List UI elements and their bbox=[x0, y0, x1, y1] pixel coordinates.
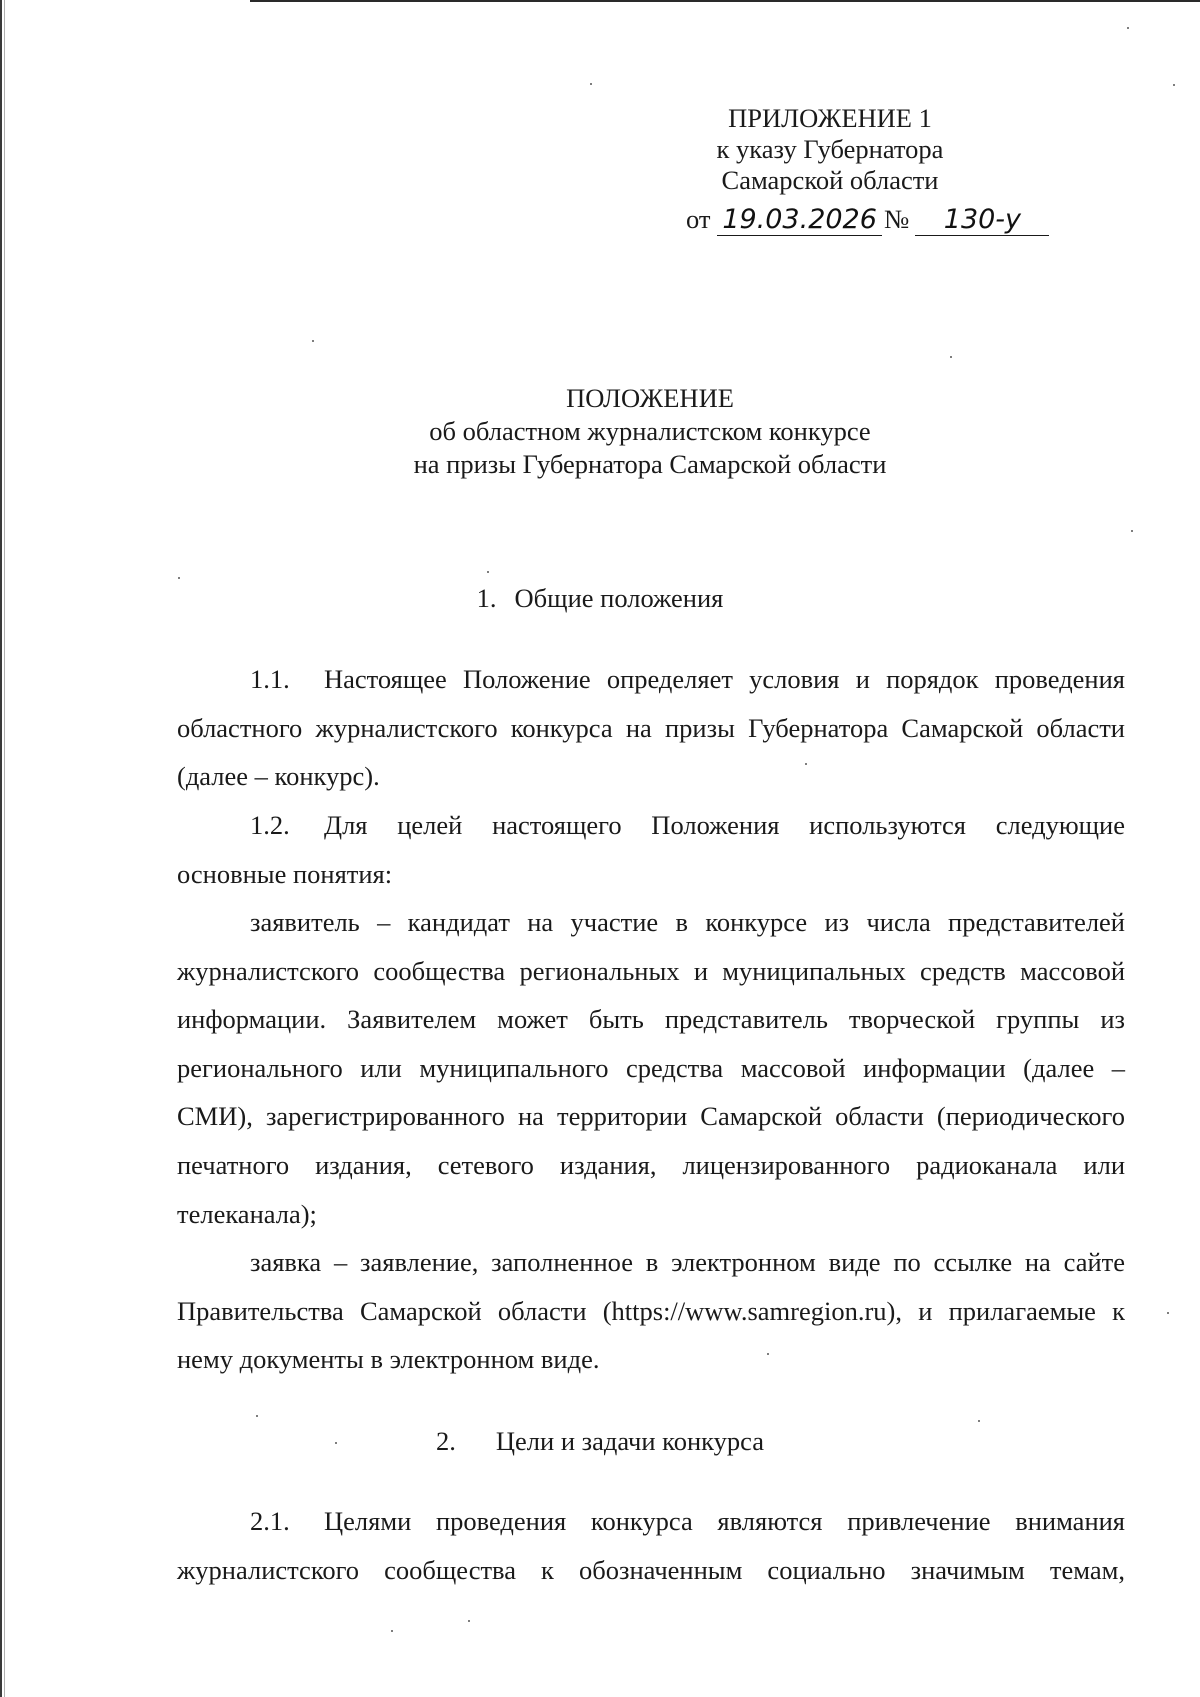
paragraph-text: Для целей настоящего Положения используются следующие основные понятия: bbox=[177, 810, 1125, 889]
handwritten-number: 130-у bbox=[915, 205, 1049, 236]
paragraph-text: заявка – заявление, заполненное в электронном виде по ссылке на сайте Правительства Самарской области (https://www.samregion.ru), и прилагаемые к нему документы в электронном виде. bbox=[177, 1247, 1125, 1375]
document-title bbox=[300, 382, 1000, 481]
definition-applicant bbox=[177, 898, 1125, 1238]
section-heading-1 bbox=[0, 582, 1200, 615]
scan-speck bbox=[1131, 530, 1133, 532]
title-subtitle-2: на призы Губернатора Самарской области bbox=[413, 449, 887, 479]
scan-speck bbox=[256, 1415, 258, 1417]
paragraph-text: Целями проведения конкурса являются привлечение внимания журналистского сообщества к обозначенным социально значимым темам, bbox=[177, 1506, 1125, 1585]
section-heading-2 bbox=[0, 1425, 1200, 1458]
scan-speck bbox=[468, 1620, 470, 1622]
title-subtitle-1: об областном журналистском конкурсе bbox=[429, 416, 871, 446]
definition-application bbox=[177, 1238, 1125, 1384]
title-main: ПОЛОЖЕНИЕ bbox=[566, 383, 734, 413]
paragraph-text: заявитель – кандидат на участие в конкурсе из числа представителей журналистского сообщества региональных и муниципальных средств массовой информации. Заявителем может быть представитель творческой группы из регионального или муниципального средства массовой информации (далее – СМИ), зарегистрированного на территории Самарской области (периодического печатного издания, сетевого издания, лицензированного радиоканала или телеканала); bbox=[177, 907, 1125, 1229]
scan-speck bbox=[950, 356, 952, 358]
scan-speck bbox=[312, 340, 314, 342]
paragraph-1-1 bbox=[177, 655, 1125, 801]
annex-label: ПРИЛОЖЕНИЕ 1 bbox=[728, 103, 932, 133]
number-sign: № bbox=[884, 204, 910, 234]
paragraph-2-1 bbox=[177, 1497, 1125, 1594]
scan-speck bbox=[178, 577, 180, 579]
scan-speck bbox=[1173, 84, 1175, 86]
paragraph-text: Настоящее Положение определяет условия и порядок проведения областного журналистского конкурса на призы Губернатора Самарской области (далее – конкурс). bbox=[177, 664, 1125, 792]
scan-speck bbox=[590, 83, 592, 85]
handwritten-date: 19.03.2026 bbox=[717, 205, 882, 236]
paragraph-1-2 bbox=[177, 801, 1125, 898]
section-number: 2. bbox=[436, 1426, 456, 1456]
scan-top-border bbox=[250, 0, 1200, 2]
date-prefix: от bbox=[686, 204, 711, 234]
paragraph-number: 1.1. bbox=[250, 664, 290, 694]
paragraph-number: 1.2. bbox=[250, 810, 290, 840]
scan-speck bbox=[487, 571, 489, 573]
section-title: Цели и задачи конкурса bbox=[495, 1426, 764, 1456]
scan-speck bbox=[1167, 1312, 1169, 1314]
scan-speck bbox=[978, 1420, 980, 1422]
section-title: Общие положения bbox=[514, 583, 724, 613]
annex-date-number-line bbox=[686, 202, 1049, 236]
annex-decree-line: к указу Губернатора bbox=[716, 134, 944, 164]
scan-speck bbox=[391, 1630, 393, 1632]
paragraph-number: 2.1. bbox=[250, 1506, 290, 1536]
annex-region-line: Самарской области bbox=[721, 165, 939, 195]
scan-speck bbox=[1127, 27, 1129, 29]
section-number: 1. bbox=[476, 583, 497, 613]
annex-header bbox=[580, 103, 1080, 196]
